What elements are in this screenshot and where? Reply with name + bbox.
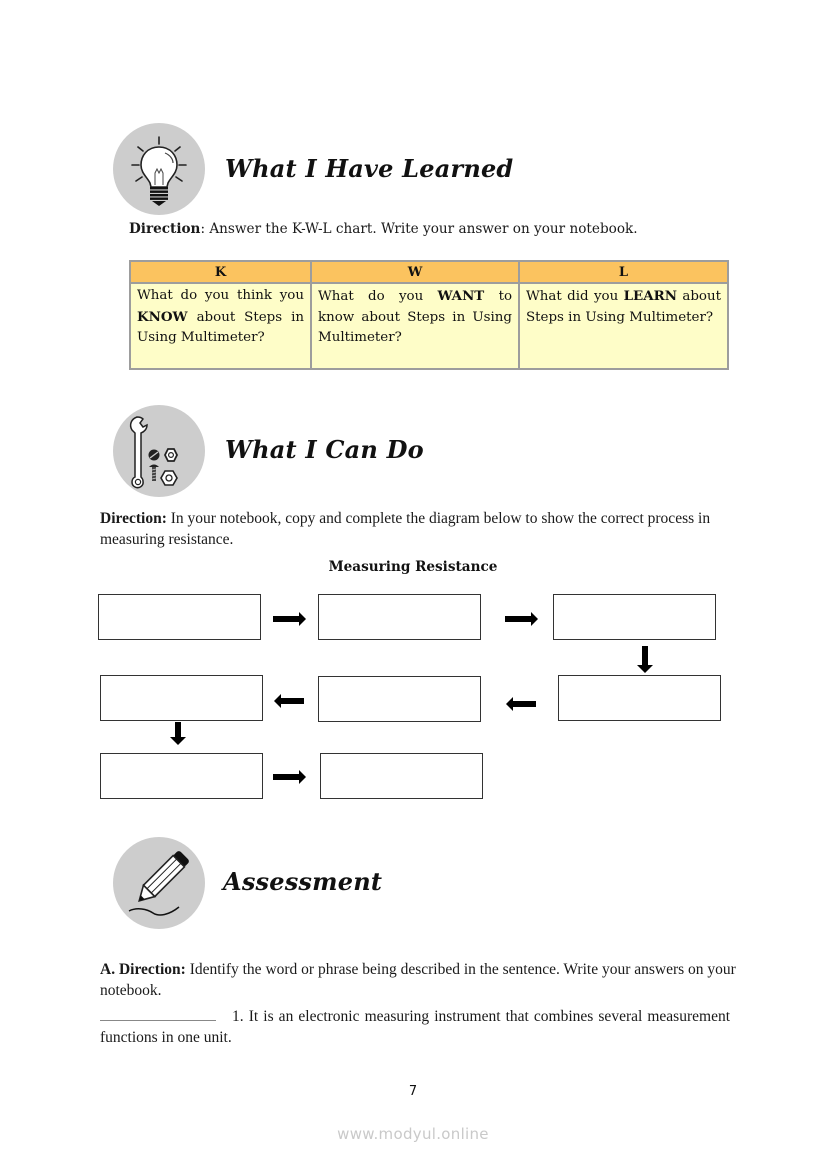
arrow-down-icon <box>637 646 653 674</box>
watermark: www.modyul.online <box>337 1125 489 1143</box>
section-title-assessment: Assessment <box>223 867 383 896</box>
flow-box-1 <box>98 594 261 640</box>
page-number: 7 <box>408 1084 418 1099</box>
flow-box-3 <box>553 594 716 640</box>
kwl-header-row <box>130 261 728 283</box>
assessment-item-1 <box>100 1006 730 1048</box>
cell-text: What do you <box>318 289 438 304</box>
pencil-icon <box>113 837 205 929</box>
section-title-what-i-can-do: What I Can Do <box>225 435 424 464</box>
direction-label: Direction <box>129 221 201 237</box>
arrow-right-icon <box>273 612 307 626</box>
arrow-right-icon <box>273 770 307 784</box>
kwl-cell-w <box>311 283 519 369</box>
cell-keyword: WANT <box>437 288 485 304</box>
direction-label: A. Direction: <box>100 961 186 978</box>
kwl-header-w: W <box>311 261 519 283</box>
kwl-cell-l <box>519 283 728 369</box>
kwl-body-row <box>130 283 728 369</box>
item-text: It is an electronic measuring instrument that combines several measurement functions in one unit. <box>100 1008 731 1046</box>
kwl-header-l: L <box>519 261 728 283</box>
wrench-tools-icon <box>113 405 205 497</box>
item-number: 1. <box>232 1008 244 1025</box>
cell-text: What do you think you <box>137 288 304 303</box>
arrow-left-icon <box>506 697 536 711</box>
cell-text: about Steps in Using Multimeter? <box>137 309 304 346</box>
can-do-direction <box>100 508 740 550</box>
flow-box-6 <box>100 675 263 721</box>
cell-keyword: LEARN <box>623 288 677 304</box>
cell-text: about Steps in Using Multimeter? <box>526 289 721 325</box>
kwl-chart <box>129 260 729 370</box>
diagram-title: Measuring Resistance <box>328 559 498 575</box>
arrow-right-icon <box>505 612 539 626</box>
flow-box-2 <box>318 594 481 640</box>
assessment-direction <box>100 959 740 1001</box>
section-title-what-i-have-learned: What I Have Learned <box>225 154 514 183</box>
learned-direction <box>129 219 749 240</box>
direction-text: In your notebook, copy and complete the diagram below to show the correct process in measuring resistance. <box>100 510 711 548</box>
flow-box-7 <box>100 753 263 799</box>
lightbulb-icon <box>113 123 205 215</box>
arrow-down-icon <box>170 722 186 746</box>
arrow-left-icon <box>274 694 304 708</box>
direction-text: Identify the word or phrase being described in the sentence. Write your answers on your notebook. <box>100 961 736 999</box>
cell-keyword: KNOW <box>137 308 188 325</box>
kwl-header-k: K <box>130 261 311 283</box>
cell-text: to know about Steps in Using Multimeter? <box>318 289 513 346</box>
kwl-cell-k <box>130 283 311 369</box>
direction-label: Direction: <box>100 510 167 527</box>
cell-text: What did you <box>526 289 624 304</box>
flow-box-5 <box>318 676 481 722</box>
flow-box-8 <box>320 753 483 799</box>
flow-box-4 <box>558 675 721 721</box>
direction-text: : Answer the K-W-L chart. Write your answer on your notebook. <box>200 221 638 237</box>
